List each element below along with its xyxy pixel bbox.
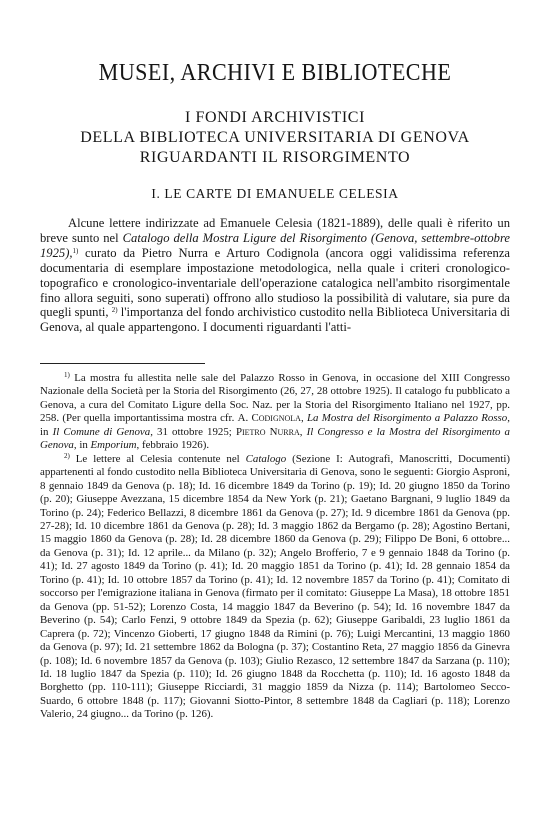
article-title-line-2: DELLA BIBLIOTECA UNIVERSITARIA DI GENOVA [80, 129, 470, 146]
footnote-2-catalog: Catalogo [245, 452, 287, 465]
footnote-2-text: (Sezione I: Autografi, Manoscritti, Documenti) appartenenti al fondo custodito nella Biblioteca Universitaria di Genova, sono le seguenti: Giorgio Asproni, 8 gennaio 1849 da Genova (p. 18); Id. 16 dicembre 1849 da Torino (p. 19); Id. 20 giugno 1850 da Torino (p. 20); Giuseppe Avezzana, 15 dicembre 1854 da New York (p. 21); Gaetano Bargnani, 9 luglio 1849 da Torino (p. 24); Federico Bellazzi, 8 dicembre 1861 da Genova (p. 27); Id. 9 dicembre 1861 da Genova (pp. 27-28); Id. 10 dicembre 1861 da Genova (p. 28); Id. 3 maggio 1862 da Bergamo (p. 28); Agostino Bertani, 15 maggio 1860 da Genova (p. 28); Id. 28 dicembre 1860 da Genova (p. 29); Filippo De Boni, 6 ottobre... da Genova (p. 31); Id. 12 aprile... da Milano (p. 32); Angelo Brofferio, 7 e 9 gennaio 1848 da Torino (p. 41); Id. 27 agosto 1849 da Torino (p. 41); Id. 20 maggio 1851 da Torino (p. 41); Id. 28 gennaio 1854 da Torino (p. 41); Id. 10 ottobre 1857 da Torino (p. 41); Id. 12 novembre 1857 da Torino (p. 41); Comitato di soccorso per l'emigrazione italiana in Genova (firmato per il comitato: Giuseppe La Masa), 18 ottobre 1851 da Genova (pp. 51-52); Lorenzo Costa, 14 maggio 1847 da Beverino (p. 54); Id. 16 novembre 1847 da Beverino (p. 54); Carlo Fenzi, 9 ottobre 1849 da Spezia (p. 62); Giuseppe Garibaldi, 23 luglio 1861 da Caprera (p. 72); Vincenzo Gioberti, 17 giugno 1848 da Rimini (p. 76); Luigi Mercantini, 13 maggio 1860 da Genova (p. 97); Id. 21 settembre 1862 da Bologna (p. 37); Costantino Reta, 27 maggio 1856 da Ginevra (p. 108); Id. 6 novembre 1857 da Genova (p. 103); Giulio Rezasco, 12 settembre 1847 da Sarzana (p. 110); Id. 18 luglio 1847 da Spezia (p. 110); Id. 26 giugno 1848 da Rocchetta (p. 110); Id. 16 agosto 1848 da Borghetto (pp. 110-111); Giuseppe Ricciardi, 31 maggio 1859 da Nizza (p. 114); Bartolomeo Secco-Suardo, 6 ottobre 1848 (p. 117); Giovanni Siotto-Pintor, 8 settembre 1848 da Cagliari (p. 118); Lorenzo Valerio, 24 giugno... da Torino (p. 126). [40, 452, 510, 721]
footnote-1-text: , 31 ottobre 1925; [150, 425, 236, 438]
footnote-1 [40, 372, 510, 453]
footnote-divider [40, 363, 205, 364]
footnote-1-text: , febbraio 1926). [136, 439, 210, 452]
footnote-1-text: , in [73, 439, 91, 452]
footnote-1-title-4: Emporium [90, 439, 137, 452]
article-title-line-1: I FONDI ARCHIVISTICI [185, 109, 365, 126]
footnote-1-text: , in [40, 412, 510, 438]
footnote-1-text: , [300, 412, 307, 425]
article-title-line-3: RIGUARDANTI IL RISORGIMENTO [139, 149, 411, 166]
footnote-2-text: Le lettere al Celesia contenute nel [69, 452, 246, 465]
footnote-ref-1: 1) [72, 246, 79, 255]
section-title: MUSEI, ARCHIVI E BIBLIOTECHE [98, 60, 452, 86]
footnote-1-author-2: Pietro Nurra [235, 425, 300, 438]
body-text-2: curato da Pietro Nurra e Arturo Codignola (ancora oggi validissima referenza documentaria di esemplare impostazione metodologica, nella quale i criteri cronologico-topografico e cronologico-inventariale dell'operazione catalogica nell'ambito risorgimentale fino allora seguiti, sono superati) offrono allo studioso la possibilità di valutare, sia pure da quegli spunti, [40, 245, 510, 320]
footnote-ref-2: 2) [111, 306, 118, 315]
chapter-title: I. LE CARTE DI EMANUELE CELESIA [151, 186, 399, 201]
footnote-1-text: , [299, 425, 307, 438]
body-text-1: Alcune lettere indirizzate ad Emanuele Celesia (1821-1889), delle quali è riferito un breve sunto nel [40, 216, 510, 245]
footnotes [40, 372, 510, 722]
body-text-3: l'importanza del fondo archivistico custodito nella Biblioteca Universitaria di Genova, al quale appartengono. I documenti riguardanti l'atti- [40, 305, 511, 335]
footnote-1-author-1: A. Codignola [237, 412, 301, 425]
body-paragraph [40, 216, 510, 335]
footnote-2 [40, 453, 510, 722]
footnote-1-title-2: Il Comune di Genova [52, 425, 151, 438]
footnote-1-title-1: La Mostra del Risorgimento a Palazzo Rosso [306, 412, 508, 425]
footnote-1-mark: 1) [64, 371, 70, 379]
catalog-title: Catalogo della Mostra Ligure del Risorgimento (Genova, settembre-ottobre 1925), [40, 230, 511, 260]
article-title [30, 108, 520, 168]
footnote-2-mark: 2) [64, 451, 70, 460]
footnote-1-text: La mostra fu allestita nelle sale del Palazzo Rosso in Genova, in occasione del XIII Congresso Nazionale della Società per la Storia del Risorgimento (26, 27, 28 ottobre 1925). Il catalogo fu pubblicato a Genova, a cura del Comitato Ligure della Soc. Naz. per la Storia del Risorgimento Italiano nel 1927, pp. 258. (Per quella importantissima mostra cfr. [40, 372, 510, 425]
footnote-1-title-3: Il Congresso e la Mostra del Risorgimento a Genova [40, 425, 511, 452]
